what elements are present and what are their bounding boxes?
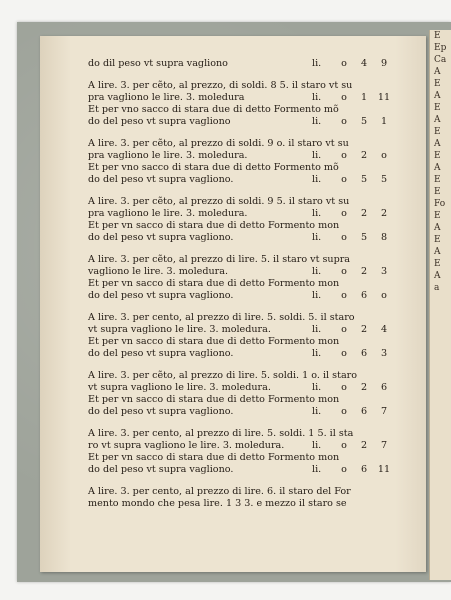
unit-label: li. [312, 290, 322, 301]
right-page-fragment: A [434, 247, 441, 257]
value-columns [312, 348, 392, 360]
text-line: vt supra vagliono le lire. 3. moledura. [88, 382, 271, 393]
right-page-fragment: E [434, 175, 441, 185]
value-cell: o [341, 464, 347, 475]
value-cell: 5 [360, 174, 368, 185]
value-cell: 1 [380, 116, 388, 127]
value-columns [312, 406, 392, 418]
text-line: mento mondo che pesa lire. 1 3 3. e mezzo il staro se [88, 498, 347, 509]
text-line: A lire. 3. per cẽto, al prezzo di lire. 5. soldi. 1 o. il staro [88, 370, 358, 381]
value-cell: 6 [380, 382, 388, 393]
value-cell: o [341, 406, 347, 417]
value-cell: 9 [380, 58, 388, 69]
text-line: A lire. 3. per cẽto, al prezzo di soldi. 9 5. il staro vt su [88, 196, 350, 207]
value-columns [312, 382, 392, 394]
text-line: A lire. 3. per cento, al prezzo di lire. 6. il staro del For [88, 486, 351, 497]
value-cell: 5 [380, 174, 388, 185]
value-cell: 2 [360, 440, 368, 451]
right-page-fragment: E [434, 211, 441, 221]
right-page-fragment: Fo [434, 199, 446, 209]
text-line: pra vagliono le lire. 3. moledura. [88, 150, 248, 161]
unit-label: li. [312, 92, 322, 103]
right-page-fragment: E [434, 259, 441, 269]
value-columns [312, 208, 392, 220]
right-page-fragment: E [434, 187, 441, 197]
unit-label: li. [312, 464, 322, 475]
value-cell: 4 [380, 324, 388, 335]
right-page-fragment: A [434, 223, 441, 233]
text-line: Et per vno sacco di stara due di detto Formento mõ [88, 162, 339, 173]
value-columns [312, 92, 392, 104]
unit-label: li. [312, 382, 322, 393]
value-columns [312, 58, 392, 70]
right-page-fragment: E [434, 31, 441, 41]
value-cell: 8 [380, 232, 388, 243]
page-right-edge [429, 30, 451, 580]
value-cell: o [381, 150, 387, 161]
text-line: A lire. 3. per cento, al prezzo di lire. 5. soldi. 1 5. il sta [88, 428, 354, 439]
text-line: Et per vn sacco di stara due di detto Formento mon [88, 336, 340, 347]
value-cell: o [341, 232, 347, 243]
value-cell: o [341, 150, 347, 161]
value-cell: o [381, 290, 387, 301]
text-line: vt supra vagliono le lire. 3. moledura. [88, 324, 271, 335]
text-line: Et per vn sacco di stara due di detto Formento mon [88, 452, 340, 463]
unit-label: li. [312, 348, 322, 359]
unit-label: li. [312, 58, 322, 69]
unit-label: li. [312, 266, 322, 277]
value-cell: o [341, 58, 347, 69]
value-cell: 2 [360, 208, 368, 219]
text-line: Et per vn sacco di stara due di detto Formento mon [88, 394, 340, 405]
value-columns [312, 150, 392, 162]
value-cell: o [341, 382, 347, 393]
right-page-fragment: A [434, 139, 441, 149]
value-cell: o [341, 116, 347, 127]
right-page-fragment: a [434, 283, 440, 293]
text-line: do dil peso vt supra vagliono [88, 58, 228, 69]
text-line: A lire. 3. per cẽto, al prezzo di lire. 5. il staro vt supra [88, 254, 351, 265]
value-cell: 11 [377, 464, 391, 475]
value-cell: o [341, 92, 347, 103]
value-cell: 6 [360, 290, 368, 301]
value-cell: 2 [360, 324, 368, 335]
value-columns [312, 174, 392, 186]
value-columns [312, 290, 392, 302]
text-line: A lire. 3. per cẽto, al prezzo di soldi. 9 o. il staro vt su [88, 138, 349, 149]
unit-label: li. [312, 324, 322, 335]
text-line: do del peso vt supra vagliono. [88, 464, 234, 475]
value-cell: 6 [360, 406, 368, 417]
right-page-fragment: A [434, 91, 441, 101]
value-cell: o [341, 440, 347, 451]
value-cell: 2 [360, 382, 368, 393]
text-line: Et per vn sacco di stara due di detto Formento mon [88, 278, 340, 289]
right-page-fragment: E [434, 151, 441, 161]
right-page-fragment: E [434, 79, 441, 89]
value-columns [312, 324, 392, 336]
value-cell: o [341, 324, 347, 335]
value-cell: 4 [360, 58, 368, 69]
value-cell: 3 [380, 266, 388, 277]
right-page-fragment: A [434, 163, 441, 173]
value-cell: 7 [380, 440, 388, 451]
value-cell: 2 [360, 150, 368, 161]
text-line: Et per vno sacco di stara due di detto Formento mõ [88, 104, 339, 115]
value-cell: 11 [377, 92, 391, 103]
text-line: do del peso vt supra vagliono. [88, 348, 234, 359]
text-line: do del peso vt supra vagliono. [88, 406, 234, 417]
value-cell: o [341, 290, 347, 301]
right-page-fragment: A [434, 67, 441, 77]
value-columns [312, 266, 392, 278]
unit-label: li. [312, 208, 322, 219]
right-page-fragment: Ep [434, 43, 447, 53]
text-line: do del peso vt supra vagliono. [88, 174, 234, 185]
right-page-fragment: A [434, 271, 441, 281]
value-cell: o [341, 208, 347, 219]
right-page-fragment: E [434, 127, 441, 137]
right-page-fragment: Ca [434, 55, 447, 65]
text-line: do del peso vt supra vagliono. [88, 232, 234, 243]
value-cell: o [341, 266, 347, 277]
text-line: ro vt supra vagliono le lire. 3. moledura. [88, 440, 285, 451]
unit-label: li. [312, 174, 322, 185]
text-line: A lire. 3. per cẽto, al prezzo, di soldi. 8 5. il staro vt su [88, 80, 353, 91]
right-page-fragment: E [434, 103, 441, 113]
value-cell: o [341, 348, 347, 359]
unit-label: li. [312, 150, 322, 161]
right-page-fragment: A [434, 115, 441, 125]
text-line: A lire. 3. per cento, al prezzo di lire. 5. soldi. 5. il staro [88, 312, 355, 323]
value-cell: 6 [360, 348, 368, 359]
value-cell: 6 [360, 464, 368, 475]
value-cell: o [341, 174, 347, 185]
value-cell: 3 [380, 348, 388, 359]
text-line: Et per vn sacco di stara due di detto Formento mon [88, 220, 340, 231]
value-cell: 5 [360, 232, 368, 243]
value-columns [312, 232, 392, 244]
value-cell: 7 [380, 406, 388, 417]
value-cell: 5 [360, 116, 368, 127]
unit-label: li. [312, 116, 322, 127]
unit-label: li. [312, 406, 322, 417]
value-columns [312, 464, 392, 476]
value-cell: 2 [360, 266, 368, 277]
text-line: pra vagliono le lire. 3. moledura [88, 92, 245, 103]
value-columns [312, 440, 392, 452]
text-line: do del peso vt supra vagliono [88, 116, 231, 127]
unit-label: li. [312, 232, 322, 243]
text-line: do del peso vt supra vagliono. [88, 290, 234, 301]
unit-label: li. [312, 440, 322, 451]
text-line: pra vagliono le lire. 3. moledura. [88, 208, 248, 219]
value-cell: 2 [380, 208, 388, 219]
value-cell: 1 [360, 92, 368, 103]
value-columns [312, 116, 392, 128]
right-page-fragment: E [434, 235, 441, 245]
text-line: vagliono le lire. 3. moledura. [88, 266, 228, 277]
